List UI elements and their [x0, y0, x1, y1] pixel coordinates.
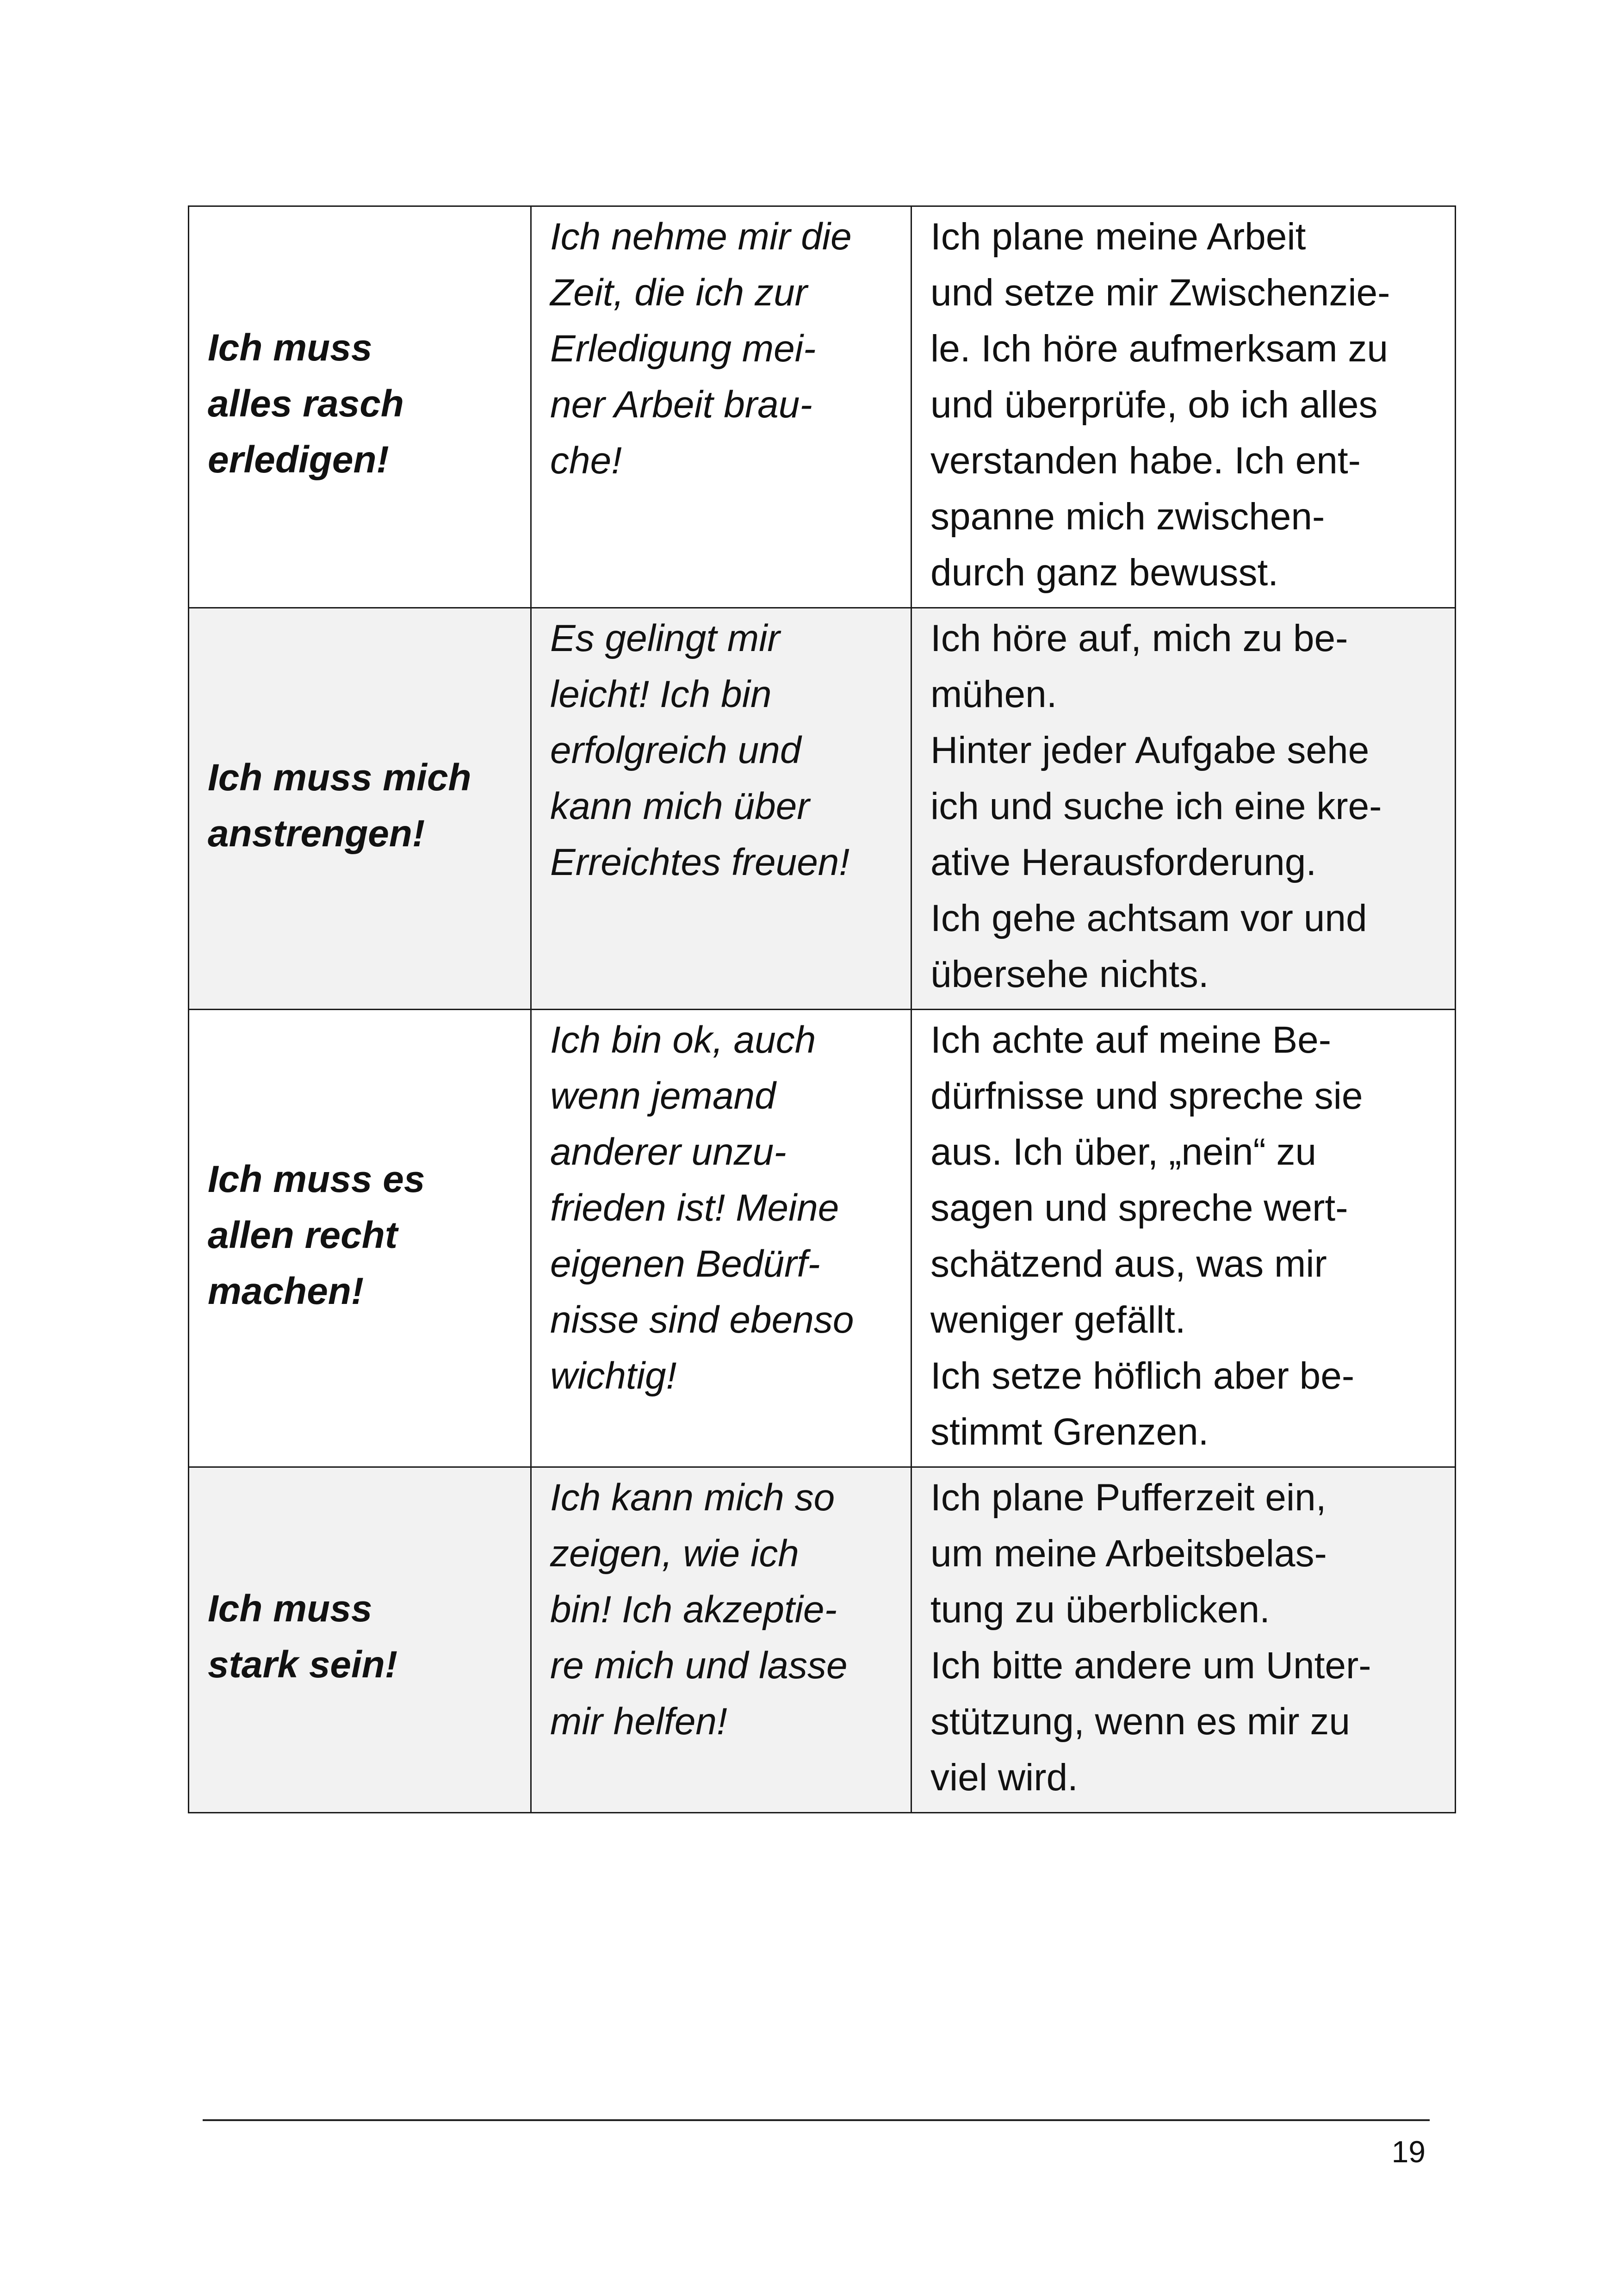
allowance-text: Ich nehme mir die Zeit, die ich zur Erledigung mei- ner Arbeit brau- che! [550, 216, 852, 482]
allowance-text: Ich bin ok, auch wenn jemand anderer unzu- frieden ist! Meine eigenen Bedürf- nisse sind ebenso wichtig! [550, 1019, 854, 1397]
allowance-text: Es gelingt mir leicht! Ich bin erfolgreich und kann mich über Erreichtes freuen! [550, 617, 850, 883]
rule-text: Ich muss mich anstrengen! [208, 756, 471, 855]
driver-table [188, 205, 1456, 1813]
allowance-cell [531, 1010, 911, 1467]
actions-text: Ich plane meine Arbeit und setze mir Zwischenzie- le. Ich höre aufmerksam zu und überprüfe, ob ich alles verstanden habe. Ich ent- spanne mich zwischen- durch ganz bewusst. [930, 216, 1390, 594]
rule-text: Ich muss es allen recht machen! [208, 1158, 425, 1312]
allowance-cell [531, 206, 911, 608]
allowance-text: Ich kann mich so zeigen, wie ich bin! Ich akzeptie- re mich und lasse mir helfen! [550, 1477, 848, 1743]
allowance-cell [531, 608, 911, 1010]
rule-cell [189, 1467, 531, 1813]
actions-cell [911, 608, 1456, 1010]
footer-divider [203, 2119, 1430, 2121]
rule-text: Ich muss stark sein! [208, 1588, 398, 1686]
table-row [189, 608, 1456, 1010]
actions-text: Ich achte auf meine Be- dürfnisse und spreche sie aus. Ich über, „nein“ zu sagen und spreche wert- schätzend aus, was mir weniger gefällt. Ich setze höflich aber be- stimmt Grenzen. [930, 1019, 1363, 1453]
actions-cell [911, 1010, 1456, 1467]
actions-cell [911, 1467, 1456, 1813]
actions-cell [911, 206, 1456, 608]
rule-cell [189, 206, 531, 608]
rule-cell [189, 1010, 531, 1467]
table-row [189, 206, 1456, 608]
actions-text: Ich plane Pufferzeit ein, um meine Arbeitsbelas- tung zu überblicken. Ich bitte andere um Unter- stützung, wenn es mir zu viel wird. [930, 1477, 1371, 1799]
allowance-cell [531, 1467, 911, 1813]
page-number: 19 [1391, 2135, 1426, 2169]
table-row [189, 1467, 1456, 1813]
rule-text: Ich muss alles rasch erledigen! [208, 327, 404, 481]
actions-text: Ich höre auf, mich zu be- mühen. Hinter jeder Aufgabe sehe ich und suche ich eine kre- ative Herausforderung. Ich gehe achtsam vor und übersehe nichts. [930, 617, 1382, 995]
table-row [189, 1010, 1456, 1467]
rule-cell [189, 608, 531, 1010]
